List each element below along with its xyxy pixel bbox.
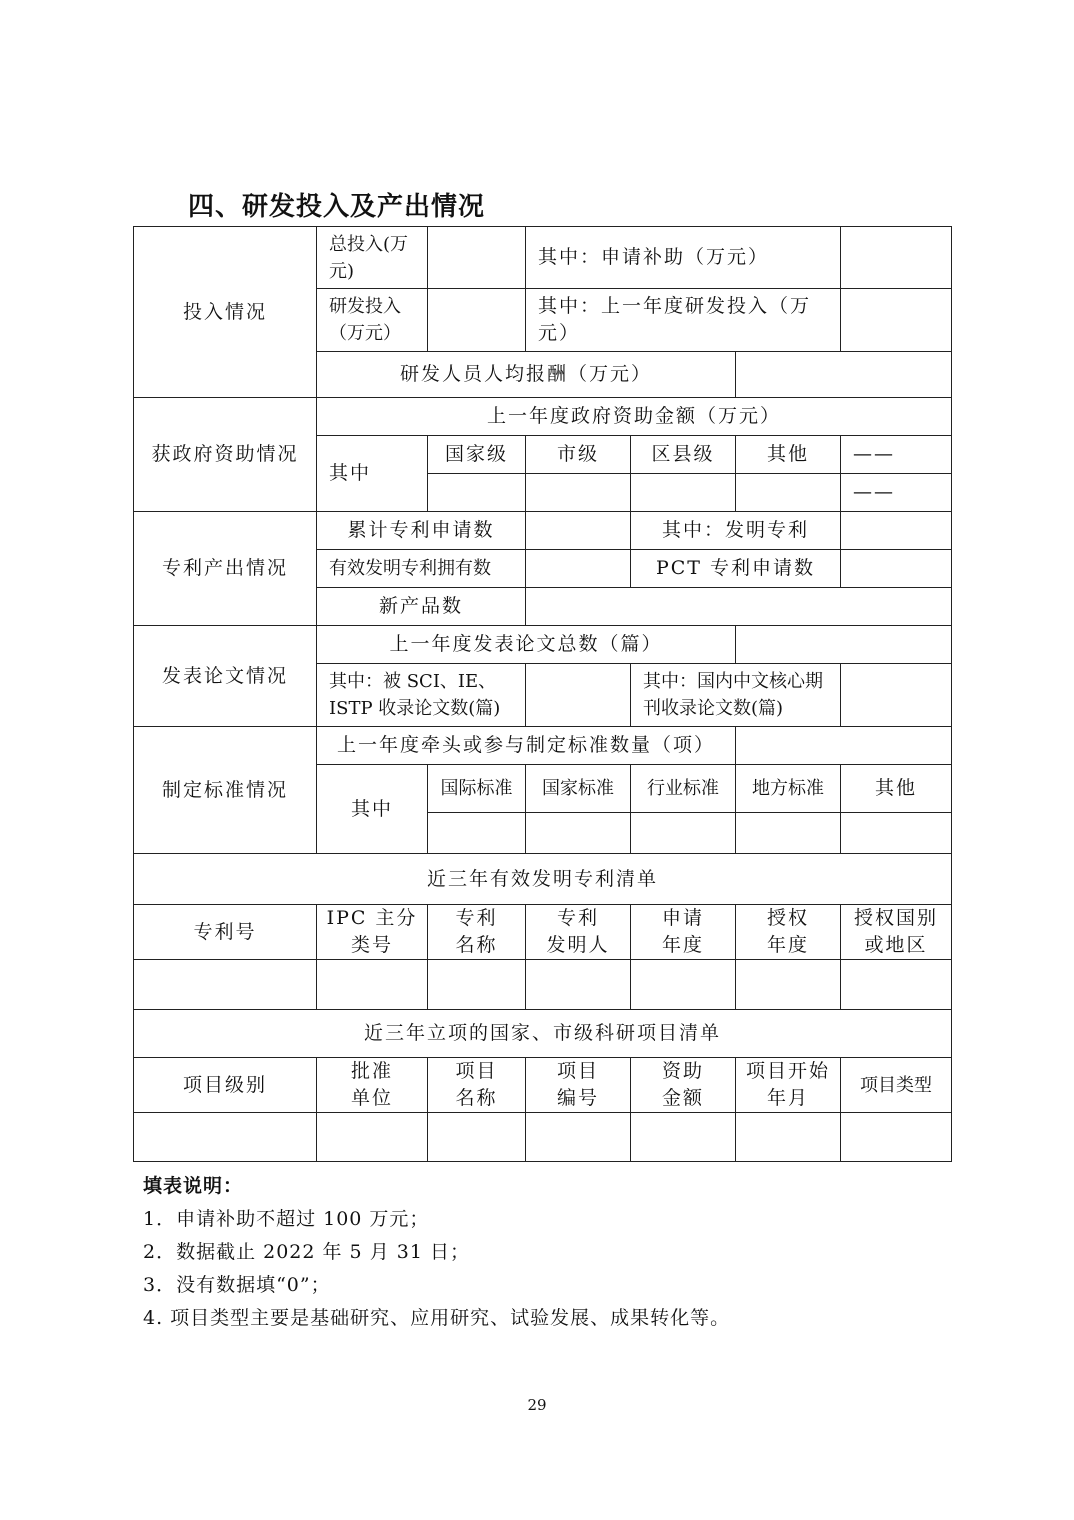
standard-other-field[interactable] (841, 813, 952, 854)
pct-applications-label: PCT 专利申请数 (631, 550, 841, 588)
last-year-rd-field[interactable] (841, 289, 952, 352)
gov-dash-bottom: —— (841, 474, 952, 512)
invention-patents-field[interactable] (841, 512, 952, 550)
gov-other-field[interactable] (736, 474, 841, 512)
gov-funding-section-label: 获政府资助情况 (134, 398, 317, 512)
standards-count-field[interactable] (736, 727, 952, 765)
instructions-title: 填表说明： (143, 1175, 244, 1197)
rd-input-label: 研发投入（万元） (317, 289, 428, 352)
papers-section-label: 发表论文情况 (134, 626, 317, 727)
project-col-level: 项目级别 (134, 1058, 317, 1113)
project-type-field[interactable] (841, 1113, 952, 1162)
gov-funding-of-which: 其中 (317, 436, 428, 512)
standard-national-field[interactable] (526, 813, 631, 854)
patent-number-field[interactable] (134, 960, 317, 1010)
patent-col-number: 专利号 (134, 905, 317, 960)
project-col-start: 项目开始 年月 (736, 1058, 841, 1113)
standard-national: 国家标准 (526, 765, 631, 813)
project-col-type: 项目类型 (841, 1058, 952, 1113)
standard-international-field[interactable] (428, 813, 526, 854)
last-year-rd-label: 其中：上一年度研发投入（万元） (526, 289, 841, 352)
rd-staff-pay-label: 研发人员人均报酬（万元） (317, 352, 736, 398)
domestic-core-label: 其中：国内中文核心期刊收录论文数(篇) (631, 664, 841, 727)
standard-local: 地方标准 (736, 765, 841, 813)
patent-apply-year-field[interactable] (631, 960, 736, 1010)
patent-col-inventor: 专利 发明人 (526, 905, 631, 960)
patent-grant-year-field[interactable] (736, 960, 841, 1010)
gov-level-national: 国家级 (428, 436, 526, 474)
papers-total-label: 上一年度发表论文总数（篇） (317, 626, 736, 664)
patent-grant-region-field[interactable] (841, 960, 952, 1010)
patents-section-label: 专利产出情况 (134, 512, 317, 626)
patent-ipc-field[interactable] (317, 960, 428, 1010)
page-number: 29 (527, 1396, 547, 1414)
instruction-item: 3．没有数据填“0”； (143, 1274, 331, 1296)
domestic-core-field[interactable] (841, 664, 952, 727)
project-name-field[interactable] (428, 1113, 526, 1162)
investment-section-label: 投入情况 (134, 227, 317, 398)
gov-district-field[interactable] (631, 474, 736, 512)
papers-total-field[interactable] (736, 626, 952, 664)
standards-section-label: 制定标准情况 (134, 727, 317, 854)
total-input-field[interactable] (428, 227, 526, 289)
instruction-item: 1．申请补助不超过 100 万元； (143, 1208, 430, 1230)
standards-of-which: 其中 (317, 765, 428, 854)
rd-staff-pay-field[interactable] (736, 352, 952, 398)
rd-input-output-form (133, 226, 952, 1162)
project-approver-field[interactable] (317, 1113, 428, 1162)
valid-invention-owned-label: 有效发明专利拥有数 (317, 550, 526, 588)
standards-count-label: 上一年度牵头或参与制定标准数量（项） (317, 727, 736, 765)
standard-industry: 行业标准 (631, 765, 736, 813)
patent-col-grant-region: 授权国别 或地区 (841, 905, 952, 960)
valid-invention-owned-field[interactable] (526, 550, 631, 588)
project-col-amount: 资助 金额 (631, 1058, 736, 1113)
new-products-field[interactable] (526, 588, 952, 626)
patent-inventor-field[interactable] (526, 960, 631, 1010)
project-col-approver: 批准 单位 (317, 1058, 428, 1113)
patent-col-apply-year: 申请 年度 (631, 905, 736, 960)
standard-industry-field[interactable] (631, 813, 736, 854)
gov-city-field[interactable] (526, 474, 631, 512)
pct-applications-field[interactable] (841, 550, 952, 588)
section-heading: 四、研发投入及产出情况 (188, 192, 486, 222)
project-col-number: 项目 编号 (526, 1058, 631, 1113)
sci-ie-istp-label: 其中：被 SCI、IE、ISTP 收录论文数(篇) (317, 664, 526, 727)
invention-patents-label: 其中：发明专利 (631, 512, 841, 550)
project-col-name: 项目 名称 (428, 1058, 526, 1113)
gov-national-field[interactable] (428, 474, 526, 512)
cumulative-applications-label: 累计专利申请数 (317, 512, 526, 550)
sci-ie-istp-field[interactable] (526, 664, 631, 727)
patent-list-row (134, 960, 952, 1010)
patent-col-ipc: IPC 主分 类号 (317, 905, 428, 960)
gov-level-other: 其他 (736, 436, 841, 474)
project-list-title: 近三年立项的国家、市级科研项目清单 (134, 1010, 952, 1058)
instruction-item: 2．数据截止 2022 年 5 月 31 日； (143, 1241, 470, 1263)
total-input-label: 总投入(万元) (317, 227, 428, 289)
patent-name-field[interactable] (428, 960, 526, 1010)
patent-col-name: 专利 名称 (428, 905, 526, 960)
patent-list-title: 近三年有效发明专利清单 (134, 854, 952, 905)
standard-other: 其他 (841, 765, 952, 813)
gov-level-district: 区县级 (631, 436, 736, 474)
cumulative-applications-field[interactable] (526, 512, 631, 550)
subsidy-request-field[interactable] (841, 227, 952, 289)
rd-input-field[interactable] (428, 289, 526, 352)
gov-dash-top: —— (841, 436, 952, 474)
subsidy-request-label: 其中：申请补助（万元） (526, 227, 841, 289)
instruction-item: 4. 项目类型主要是基础研究、应用研究、试验发展、成果转化等。 (143, 1307, 731, 1329)
standard-international: 国际标准 (428, 765, 526, 813)
gov-level-city: 市级 (526, 436, 631, 474)
project-list-row (134, 1113, 952, 1162)
gov-funding-amount-label: 上一年度政府资助金额（万元） (317, 398, 952, 436)
project-number-field[interactable] (526, 1113, 631, 1162)
patent-col-grant-year: 授权 年度 (736, 905, 841, 960)
standard-local-field[interactable] (736, 813, 841, 854)
project-amount-field[interactable] (631, 1113, 736, 1162)
project-level-field[interactable] (134, 1113, 317, 1162)
project-start-field[interactable] (736, 1113, 841, 1162)
new-products-label: 新产品数 (317, 588, 526, 626)
form-instructions (143, 1170, 730, 1335)
